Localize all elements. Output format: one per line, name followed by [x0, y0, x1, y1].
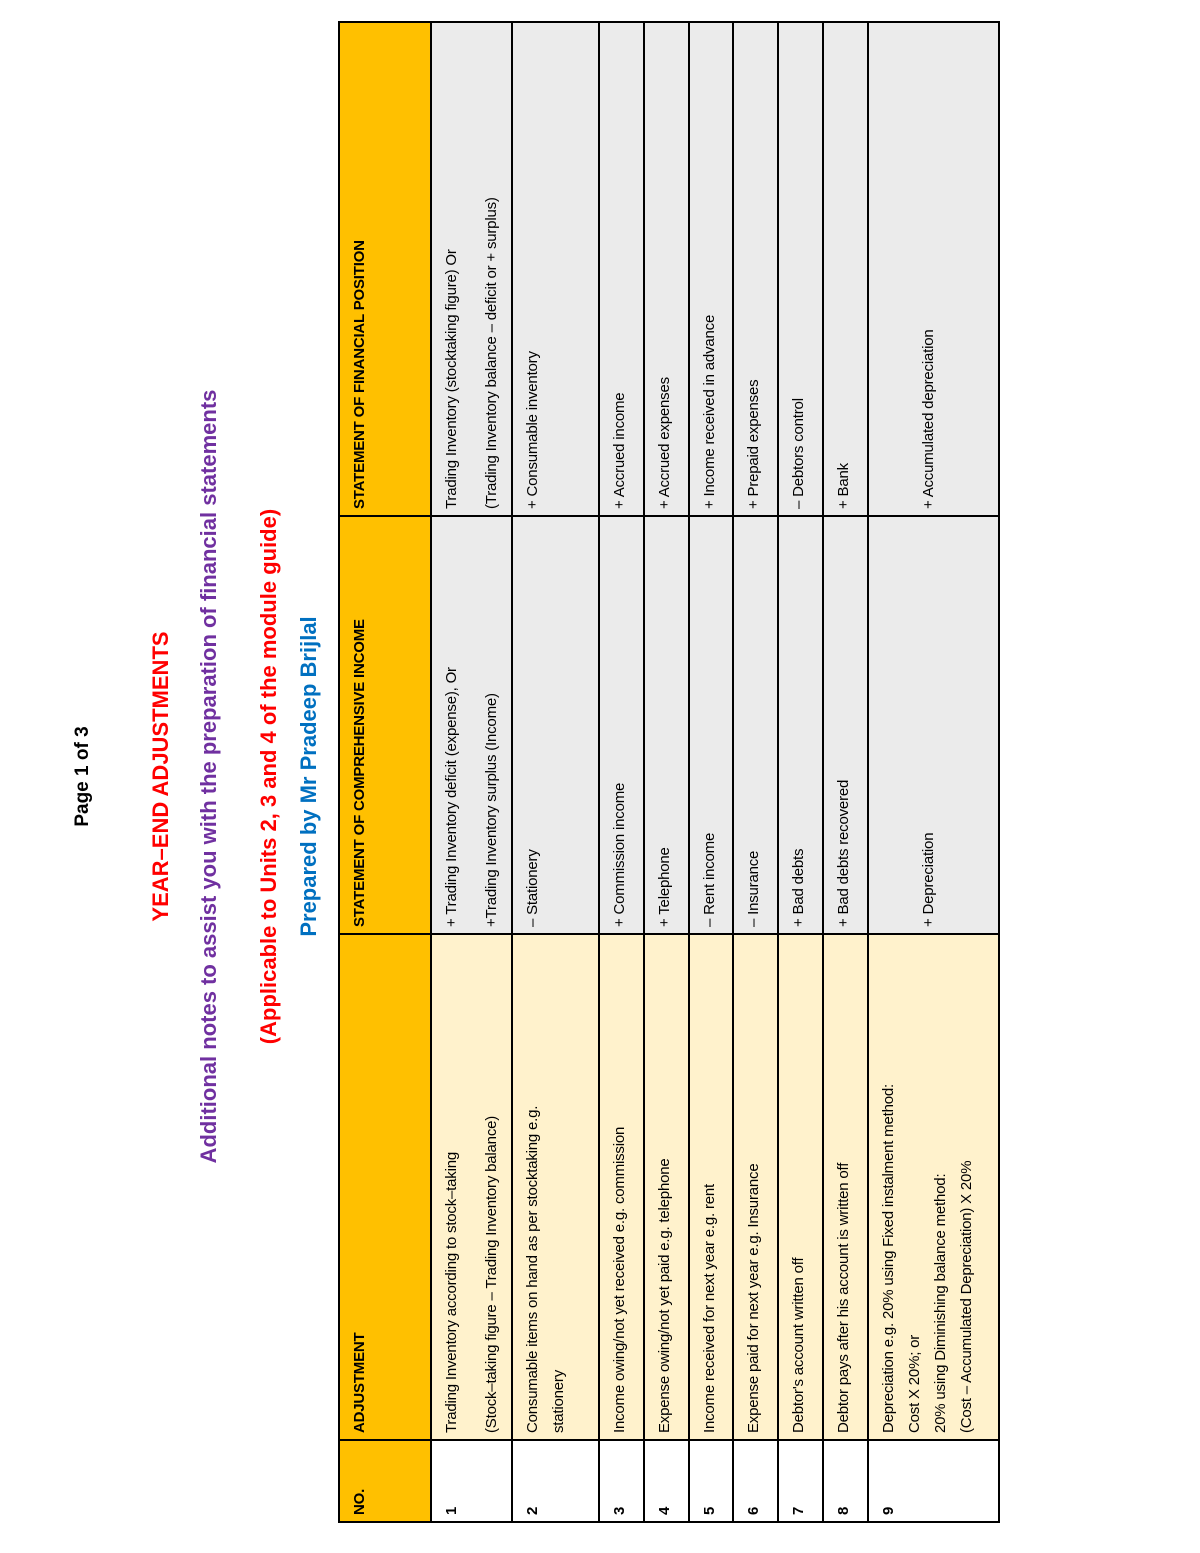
applicability-note: (Applicable to Units 2, 3 and 4 of the module guide)	[256, 508, 281, 1045]
sfp-cell-line: + Income received in advance	[700, 314, 718, 509]
row-number: 5	[689, 1440, 734, 1522]
sfp-cell-line: – Debtors control	[790, 398, 808, 509]
adjustment-cell	[512, 934, 599, 1440]
sci-cell	[431, 516, 512, 934]
table-row	[689, 22, 734, 1522]
adjustment-cell-line: Trading Inventory according to stock–taking	[443, 1152, 460, 1433]
sfp-cell	[778, 22, 823, 516]
sfp-cell-line: + Bank	[835, 463, 853, 509]
spacer	[465, 29, 479, 509]
sfp-cell-line: Trading Inventory (stocktaking figure) Or	[443, 249, 460, 509]
spacer	[465, 523, 479, 927]
sci-cell-line: + Bad debts recovered	[835, 779, 853, 927]
adjustment-cell-line: Income owing/not yet received e.g. commission	[611, 1126, 628, 1433]
page-number: Page 1 of 3	[72, 726, 93, 827]
sfp-cell	[823, 22, 868, 516]
adjustment-cell	[431, 934, 512, 1440]
author-credit: Prepared by Mr Pradeep Brijlal	[296, 616, 321, 937]
header-sci: STATEMENT OF COMPREHENSIVE INCOME	[339, 516, 431, 934]
sci-cell	[512, 516, 599, 934]
sfp-cell-line: (Trading Inventory balance – deficit or + surplus)	[483, 197, 500, 509]
sfp-cell-line: + Accrued income	[611, 392, 628, 509]
document-subtitle: Additional notes to assist you with the preparation of financial statements	[196, 389, 221, 1164]
row-number: 8	[823, 1440, 868, 1522]
sci-cell-line: +Trading Inventory surplus (Income)	[483, 693, 500, 927]
sfp-cell	[599, 22, 644, 516]
sci-cell-line: – Insurance	[745, 850, 763, 927]
adjustment-cell-line: Debtor pays after his account is written off	[835, 1162, 853, 1433]
adjustment-cell-line: Income received for next year e.g. rent	[700, 1184, 718, 1433]
adjustment-cell-line: Cost X 20%; or	[906, 1334, 923, 1433]
adjustment-cell-line: 20% using Diminishing balance method:	[932, 1173, 949, 1433]
adjustment-cell-line: stationery	[550, 1369, 567, 1433]
sci-cell	[599, 516, 644, 934]
row-number: 9	[868, 1440, 999, 1522]
spacer	[876, 29, 916, 509]
adjustment-cell-line: (Stock–taking figure – Trading Inventory balance)	[483, 1115, 500, 1433]
adjustment-cell-line: Depreciation e.g. 20% using Fixed instalment method:	[880, 1084, 897, 1433]
table-row	[778, 22, 823, 1522]
sfp-cell-line: + Prepaid expenses	[745, 379, 763, 509]
table-row	[868, 22, 999, 1522]
table-row	[512, 22, 599, 1522]
sfp-cell	[644, 22, 689, 516]
sci-cell-line: + Trading Inventory deficit (expense), Or	[443, 667, 460, 927]
adjustment-cell-line: Expense owing/not yet paid e.g. telephone	[655, 1158, 673, 1433]
table-row	[733, 22, 778, 1522]
sfp-cell	[733, 22, 778, 516]
adjustment-cell-line: Expense paid for next year e.g. Insurance	[745, 1163, 763, 1433]
sfp-cell	[689, 22, 734, 516]
header-no: NO.	[339, 1440, 431, 1522]
sci-cell	[868, 516, 999, 934]
spacer	[876, 523, 916, 927]
adjustment-cell-line: Debtor's account written off	[790, 1257, 808, 1433]
adjustment-cell	[868, 934, 999, 1440]
spacer	[465, 941, 479, 1433]
row-number: 1	[431, 1440, 512, 1522]
table-row	[823, 22, 868, 1522]
adjustment-cell	[644, 934, 689, 1440]
table-row	[599, 22, 644, 1522]
sfp-cell	[431, 22, 512, 516]
sci-cell	[689, 516, 734, 934]
adjustments-table	[338, 21, 1000, 1523]
sci-cell	[823, 516, 868, 934]
adjustment-cell-line: (Cost – Accumulated Depreciation) X 20%	[958, 1160, 975, 1433]
sci-cell-line: – Rent income	[700, 832, 718, 927]
sci-cell-line: – Stationery	[524, 849, 541, 927]
sci-cell	[733, 516, 778, 934]
row-number: 6	[733, 1440, 778, 1522]
document-title: YEAR–END ADJUSTMENTS	[148, 631, 173, 922]
adjustment-cell	[599, 934, 644, 1440]
sci-cell-line: + Depreciation	[920, 832, 937, 927]
row-number: 2	[512, 1440, 599, 1522]
sci-cell	[644, 516, 689, 934]
adjustment-cell-line: Consumable items on hand as per stocktaking e.g.	[524, 1105, 541, 1433]
row-number: 3	[599, 1440, 644, 1522]
table-row	[644, 22, 689, 1522]
sci-cell	[778, 516, 823, 934]
adjustment-cell	[689, 934, 734, 1440]
sfp-cell	[868, 22, 999, 516]
sfp-cell-line: + Accrued expenses	[655, 377, 673, 509]
sfp-cell	[512, 22, 599, 516]
sfp-cell-line: + Consumable inventory	[524, 351, 541, 509]
adjustment-cell	[823, 934, 868, 1440]
adjustment-cell	[733, 934, 778, 1440]
header-sfp: STATEMENT OF FINANCIAL POSITION	[339, 22, 431, 516]
adjustment-cell	[778, 934, 823, 1440]
table-header-row	[339, 22, 431, 1522]
sci-cell-line: + Commission income	[611, 782, 628, 927]
header-adjustment: ADJUSTMENT	[339, 934, 431, 1440]
sci-cell-line: + Bad debts	[790, 848, 808, 927]
sci-cell-line: + Telephone	[655, 847, 673, 927]
sfp-cell-line: + Accumulated depreciation	[920, 329, 937, 509]
row-number: 7	[778, 1440, 823, 1522]
table-row	[431, 22, 512, 1522]
row-number: 4	[644, 1440, 689, 1522]
